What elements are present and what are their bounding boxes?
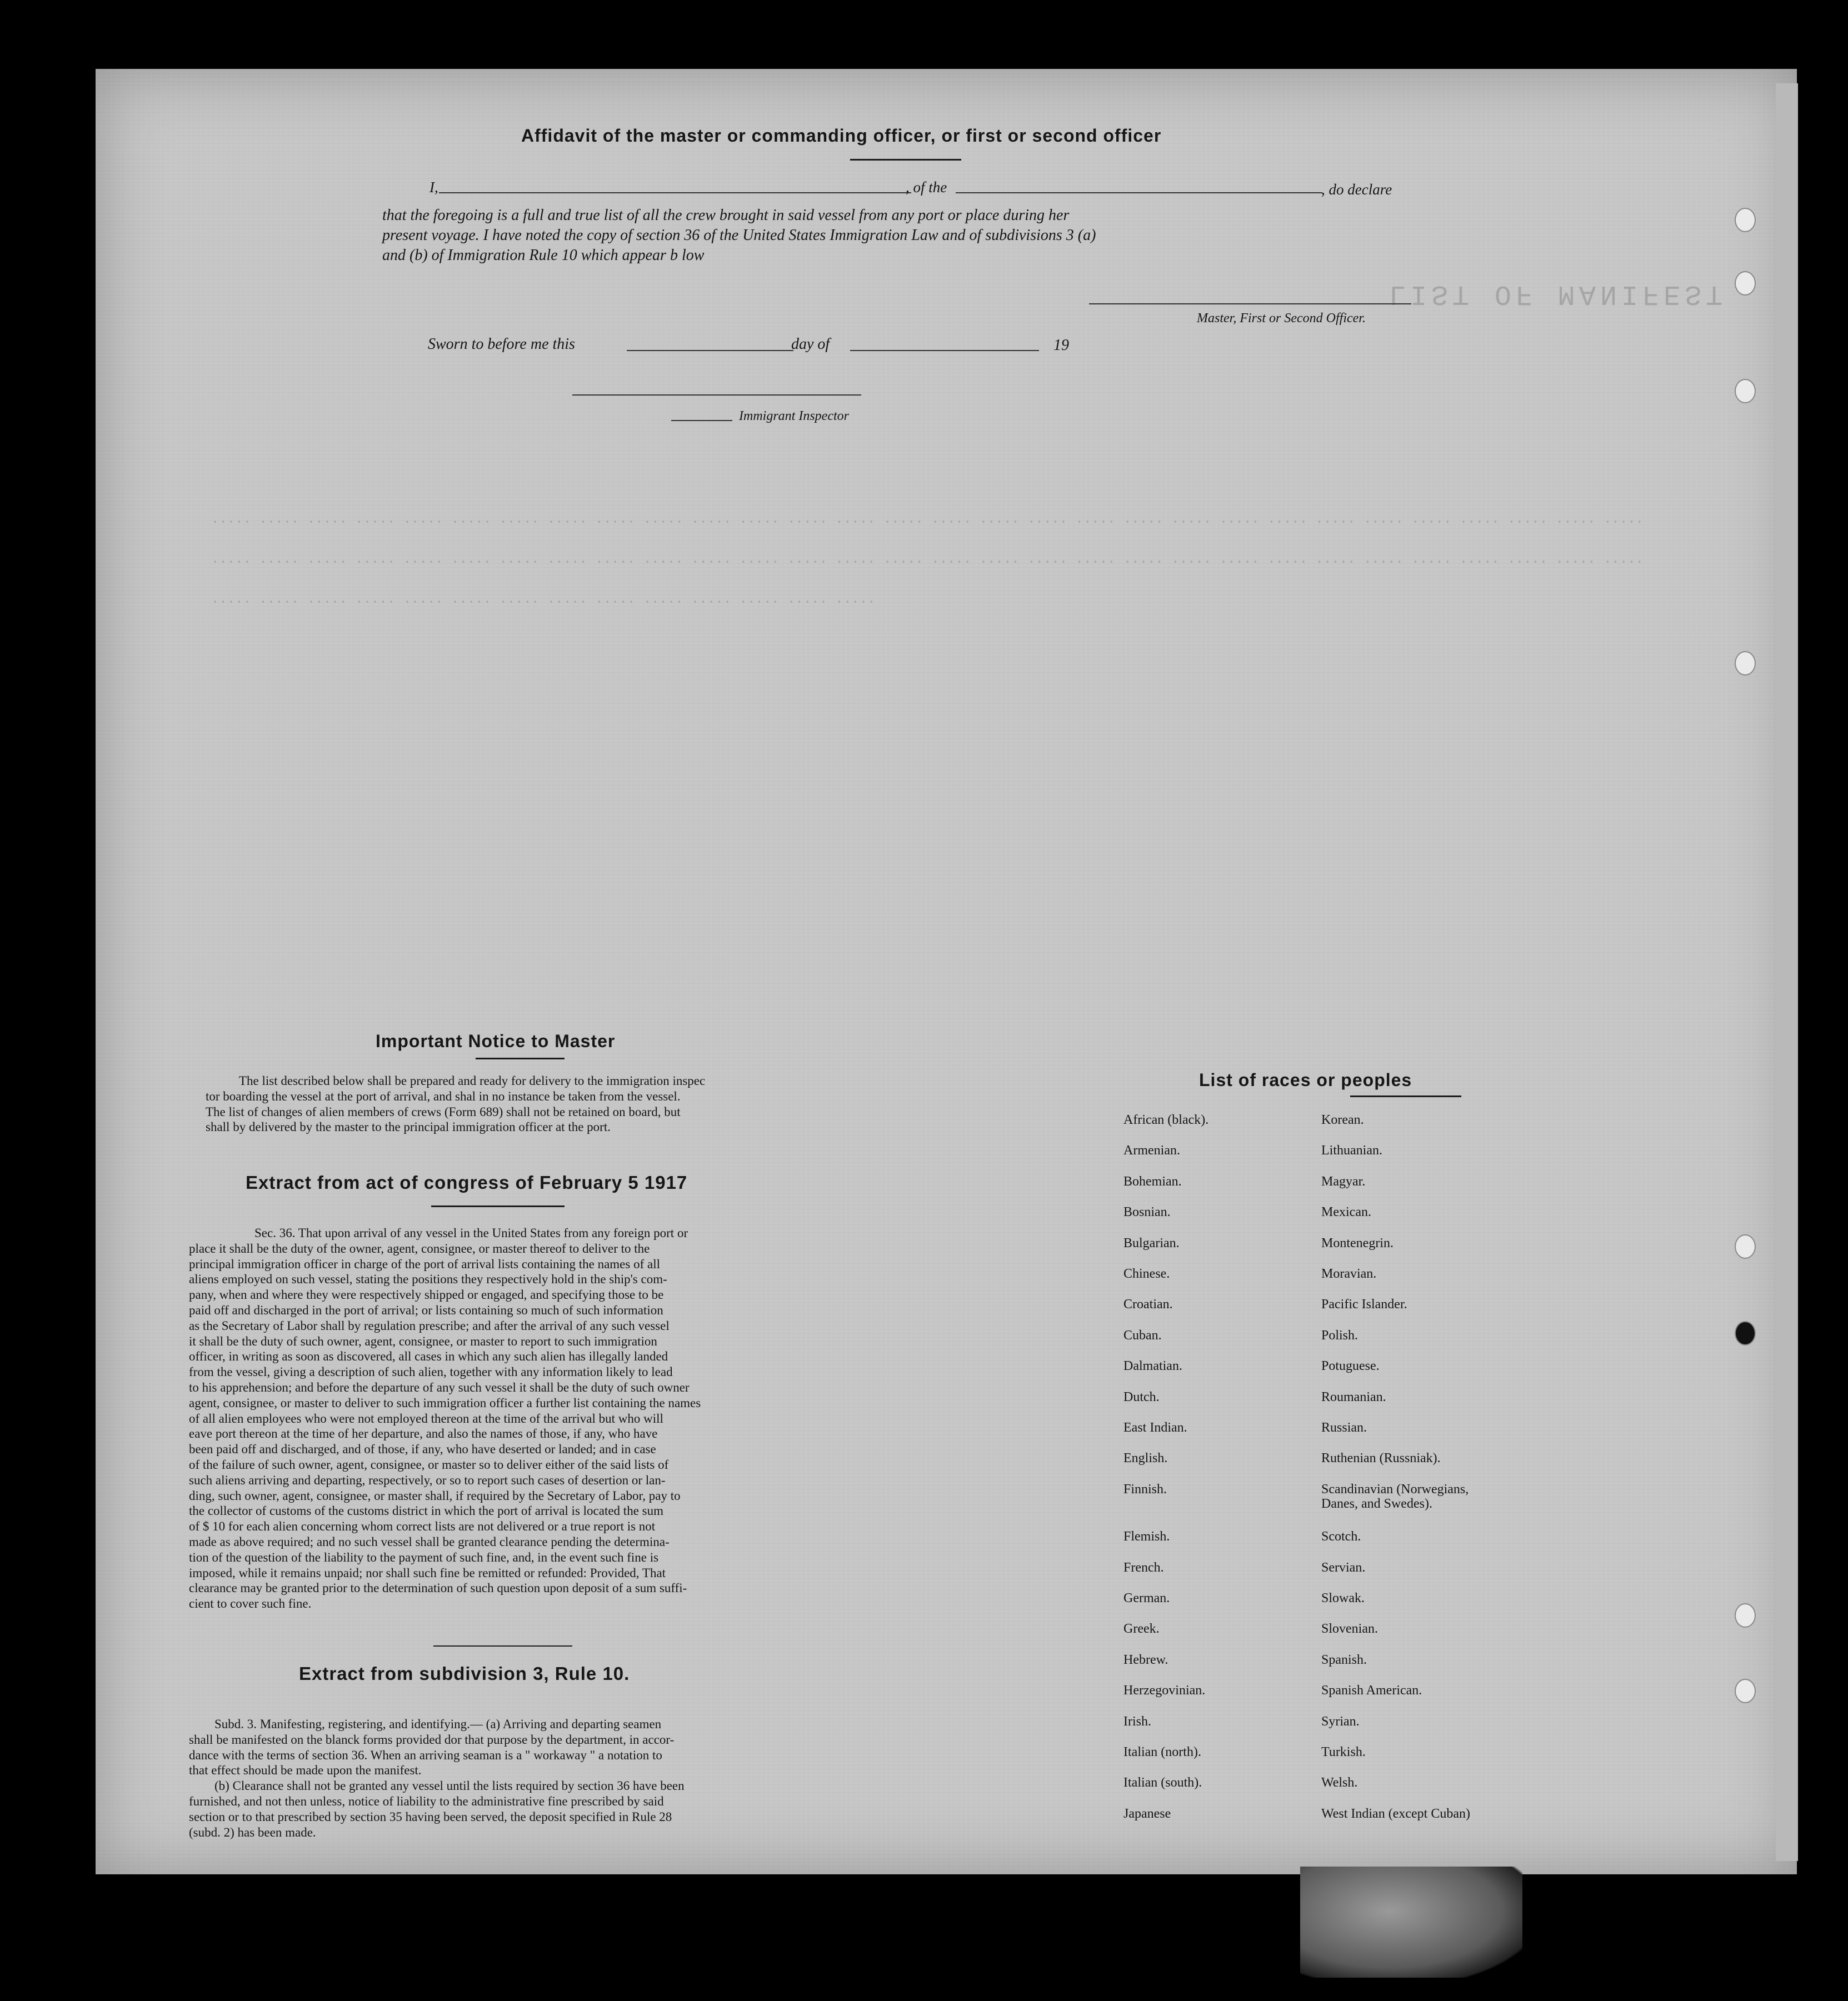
race-item: Scotch. — [1321, 1529, 1361, 1544]
binder-hole — [1735, 379, 1756, 403]
master-signature-line[interactable] — [1089, 303, 1411, 304]
race-item: Korean. — [1321, 1113, 1364, 1127]
race-item: Hebrew. — [1123, 1652, 1168, 1667]
notice-line: tor boarding the vessel at the port of arrival, and shal in no instance be taken from the vessel. — [206, 1089, 681, 1103]
race-item: Scandinavian (Norwegians, Danes, and Swedes). — [1321, 1482, 1469, 1511]
affidavit-i: I, — [429, 179, 438, 196]
race-item: Slowak. — [1321, 1591, 1365, 1605]
vessel-blank[interactable] — [956, 192, 1322, 193]
affidavit-declare: , do declare — [1321, 181, 1392, 198]
race-item: Chinese. — [1123, 1267, 1170, 1281]
race-item: Roumanian. — [1321, 1389, 1386, 1404]
act-line: been paid off and discharged, and of those, if any, who have deserted or landed; and in case — [189, 1442, 656, 1457]
title-underline — [850, 159, 961, 161]
act-line: clearance may be granted prior to the determination of such question upon deposit of a sum suffi- — [189, 1581, 687, 1595]
act-line: principal immigration officer in charge of the port of arrival lists containing the names of all — [189, 1257, 660, 1271]
binder-hole — [1735, 651, 1756, 676]
rule-line: that effect should be made upon the manifest. — [189, 1763, 422, 1778]
act-text — [189, 1225, 701, 1612]
binder-hole — [1735, 208, 1756, 232]
sworn-label: Sworn to before me this — [428, 336, 575, 353]
act-title: Extract from act of congress of February 5 1917 — [246, 1172, 688, 1193]
rule-line: dance with the terms of section 36. When an arriving seaman is a " workaway " a notation to — [189, 1748, 662, 1762]
rule-line: section or to that prescribed by section 35 having been served, the deposit specified in Rule 28 — [189, 1809, 672, 1824]
race-item: Lithuanian. — [1321, 1143, 1382, 1158]
act-line: eave port thereon at the time of her departure, and also the names of those, if any, who have — [189, 1427, 658, 1441]
race-item: Croatian. — [1123, 1297, 1173, 1312]
act-line: cient to cover such fine. — [189, 1597, 312, 1611]
race-item: Greek. — [1123, 1622, 1160, 1637]
rule-line: Subd. 3. Manifesting, registering, and identifying.— (a) Arriving and departing seamen — [214, 1717, 662, 1731]
act-line: of $ 10 for each alien concerning whom correct lists are not delivered or a true report is not — [189, 1519, 656, 1534]
notice-line: shall by delivered by the master to the principal immigration officer at the port. — [206, 1120, 611, 1134]
binder-hole — [1735, 271, 1756, 296]
inspector-label: Immigrant Inspector — [739, 409, 849, 423]
binder-hole — [1735, 1234, 1756, 1259]
race-item: Potuguese. — [1321, 1359, 1380, 1374]
race-item: Irish. — [1123, 1714, 1151, 1729]
affidavit-of-the: , of the — [906, 179, 947, 196]
act-line: made as above required; and no such vessel shall be granted clearance pending the determina- — [189, 1534, 670, 1549]
race-item: Cuban. — [1123, 1328, 1162, 1343]
notice-text — [206, 1073, 705, 1135]
act-underline — [431, 1205, 565, 1207]
race-item: Syrian. — [1321, 1714, 1360, 1729]
inspector-dash — [671, 420, 732, 421]
act-separator — [433, 1645, 572, 1647]
race-item: Servian. — [1321, 1560, 1366, 1575]
act-line: of all alien employees who were not employed thereon at the time of the arrival but who will — [189, 1411, 663, 1425]
binder-hole — [1735, 1603, 1756, 1628]
act-line: imposed, while it remains unpaid; nor shall such fine be remitted or refunded: Provided, That — [189, 1565, 666, 1580]
rule-line: (subd. 2) has been made. — [189, 1825, 316, 1839]
act-line: officer, in writing as soon as discovered, all cases in which any such alien has illegally landed — [189, 1349, 668, 1364]
sworn-day-blank[interactable] — [627, 350, 793, 351]
race-item: Turkish. — [1321, 1745, 1366, 1759]
race-item: Italian (north). — [1123, 1745, 1201, 1759]
race-item: English. — [1123, 1451, 1168, 1466]
binder-hole — [1735, 1679, 1756, 1703]
act-line: pany, when and where they were respectively shipped or engaged, and specifying those to be — [189, 1288, 664, 1302]
race-item: Bulgarian. — [1123, 1235, 1180, 1250]
act-line: from the vessel, giving a description of such alien, together with any information likely to lead — [189, 1365, 673, 1379]
bleed-through: LIST OF MANIFEST — [1389, 278, 1727, 309]
act-line: Sec. 36. That upon arrival of any vessel in the United States from any foreign port or — [254, 1226, 688, 1240]
name-blank[interactable] — [439, 192, 911, 193]
act-line: to his apprehension; and before the departure of any such vessel it shall be the duty of such owner — [189, 1380, 690, 1394]
race-item: Japanese — [1123, 1806, 1171, 1821]
act-line: it shall be the duty of such owner, agent, consignee, or master to report to such immigration — [189, 1334, 657, 1348]
race-item: German. — [1123, 1591, 1170, 1605]
rule-text — [189, 1717, 685, 1840]
notice-line: The list of changes of alien members of crews (Form 689) shall not be retained on board, but — [206, 1104, 681, 1119]
rule-line: furnished, and not then unless, notice of liability to the administrative fine prescribed by said — [189, 1794, 664, 1808]
races-title: List of races or peoples — [1199, 1070, 1412, 1090]
notice-title: Important Notice to Master — [376, 1031, 616, 1051]
day-of-label: day of — [791, 336, 830, 353]
races-underline — [1350, 1095, 1461, 1097]
race-item: Mexican. — [1321, 1205, 1371, 1220]
race-item: Bosnian. — [1123, 1205, 1171, 1220]
race-item: Russian. — [1321, 1420, 1367, 1435]
notice-line: The list described below shall be prepared and ready for delivery to the immigration inspec — [239, 1074, 706, 1088]
race-item: Dalmatian. — [1123, 1359, 1182, 1374]
sworn-month-blank[interactable] — [850, 350, 1039, 351]
act-line: agent, consignee, or master to deliver to such immigration officer a further list containing the names — [189, 1395, 701, 1410]
act-line: the collector of customs of the customs district in which the port of arrival is located the sum — [189, 1504, 663, 1518]
master-label: Master, First or Second Officer. — [1197, 311, 1366, 326]
race-item: Bohemian. — [1123, 1174, 1182, 1189]
race-item: Finnish. — [1123, 1482, 1167, 1497]
race-item: Polish. — [1321, 1328, 1358, 1343]
race-item: West Indian (except Cuban) — [1321, 1806, 1470, 1821]
race-item: Herzegovinian. — [1123, 1683, 1206, 1698]
notice-underline — [476, 1058, 565, 1059]
race-item: Spanish American. — [1321, 1683, 1422, 1698]
rule-line: (b) Clearance shall not be granted any vessel until the lists required by section 36 have been — [214, 1779, 685, 1793]
race-item: Dutch. — [1123, 1389, 1160, 1404]
rule-title: Extract from subdivision 3, Rule 10. — [299, 1663, 630, 1684]
race-item: Italian (south). — [1123, 1775, 1202, 1790]
affidavit-line3: present voyage. I have noted the copy of section 36 of the United States Immigration Law and of subdivisions 3 (a) — [382, 227, 1096, 244]
race-item: Pacific Islander. — [1321, 1297, 1407, 1312]
race-item: Spanish. — [1321, 1652, 1367, 1667]
race-item: Armenian. — [1123, 1143, 1180, 1158]
act-line: of the failure of such owner, agent, consignee, or master so to deliver either of the said lists of — [189, 1457, 669, 1472]
race-item: French. — [1123, 1560, 1164, 1575]
race-item: Moravian. — [1321, 1267, 1377, 1281]
act-line: ding, such owner, agent, consignee, or master shall, if required by the Secretary of Labor, pay to — [189, 1488, 681, 1503]
act-line: place it shall be the duty of the owner, agent, consignee, or master thereof to deliver to the — [189, 1241, 650, 1255]
race-item: Slovenian. — [1321, 1622, 1378, 1637]
act-line: tion of the question of the liability to the payment of such fine, and, in the event such fine is — [189, 1550, 659, 1564]
binder-hole — [1735, 1321, 1756, 1345]
race-item: Welsh. — [1321, 1775, 1358, 1790]
torn-corner — [1300, 1867, 1522, 1978]
bleed-through: ..... ..... ..... ..... ..... ..... ..... ..... ..... ..... ..... ..... ..... ..... ..... ..... ..... ..... ..... ..... ..... ..... ..... ..... ..... ..... ..... ..... ..... ..... ..... ..... ..... ..... ..... ..... ..... ..... ..... ..... ..... ..... ..... ..... ..... ..... ..... ..... ..... ..... ..... ..... ..... ..... ..... ..... ..... ..... ..... ..... ..... ..... ..... ..... ..... ..... ..... ..... ..... ..... ..... ..... ..... ..... — [211, 512, 1644, 607]
page-edge — [1776, 83, 1798, 1861]
act-line: paid off and discharged in the port of arrival; or lists containing so much of such information — [189, 1303, 663, 1317]
affidavit-line4: and (b) of Immigration Rule 10 which appear b low — [382, 247, 705, 264]
inspector-signature-line[interactable] — [572, 394, 861, 396]
rule-line: shall be manifested on the blanck forms provided dor that purpose by the department, in accor- — [189, 1732, 675, 1747]
race-item: East Indian. — [1123, 1420, 1187, 1435]
act-line: as the Secretary of Labor shall by regulation prescribe; and after the arrival of any such vessel — [189, 1318, 670, 1333]
affidavit-title: Affidavit of the master or commanding officer, or first or second officer — [521, 126, 1162, 146]
act-line: aliens employed on such vessel, stating the positions they respectively hold in the ship's com- — [189, 1272, 667, 1287]
race-item: Magyar. — [1321, 1174, 1366, 1189]
race-item: Montenegrin. — [1321, 1235, 1394, 1250]
race-item: Flemish. — [1123, 1529, 1170, 1544]
race-item: African (black). — [1123, 1113, 1209, 1127]
race-item: Ruthenian (Russniak). — [1321, 1451, 1441, 1466]
year-prefix: 19 — [1053, 337, 1069, 354]
act-line: such aliens arriving and departing, respectively, or so to report such cases of desertion or lan- — [189, 1473, 666, 1487]
affidavit-line2: that the foregoing is a full and true list of all the crew brought in said vessel from any port or place during her — [382, 207, 1070, 224]
